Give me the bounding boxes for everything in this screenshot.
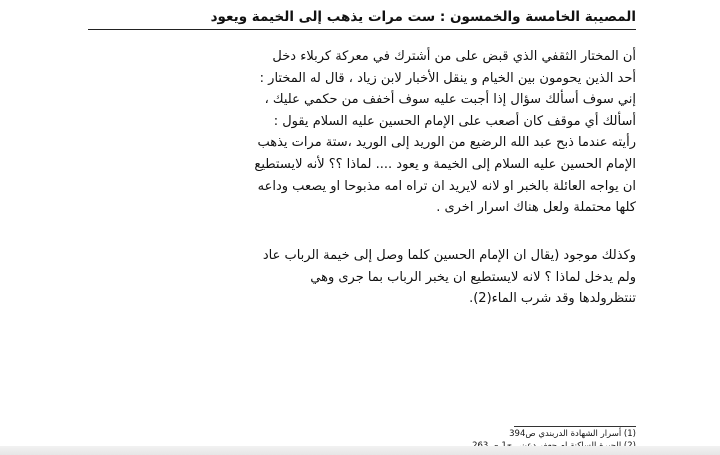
paragraph-1	[88, 46, 636, 219]
paragraph-2-line: تنتظرولدها وقد شرب الماء	[491, 291, 636, 307]
paragraph-2-line: وكذلك موجود (يقال ان الإمام الحسين كلما وصل إلى خيمة الرباب عاد	[262, 248, 636, 263]
footnote-divider	[514, 426, 636, 427]
paragraph-1-line: رأيته عندما ذبح عبد الله الرضيع من الوريد إلى الوريد ،ستة مرات يذهب	[257, 135, 636, 151]
paragraph-1-line: أسألك أي موقف كان أصعب على الإمام الحسين عليه السلام يقول :	[273, 113, 636, 129]
paragraph-1-line: ان يواجه العائلة بالخبر او لانه لايريد ان تراه امه مذبوحا او يصعب وداعه	[257, 178, 636, 194]
paragraph-2-line: ولم يدخل لماذا ؟ لانه لايستطيع ان يخبر الرباب بما جرى وهي	[310, 269, 636, 285]
paragraph-1-line: كلها محتملة ولعل هناك اسرار اخرى .	[436, 200, 636, 216]
paragraph-1-line: أحد الذين يحومون بين الخيام و ينقل الأخبار لابن زياد ، قال له المختار :	[259, 70, 636, 86]
paragraph-1-line: الإمام الحسين عليه السلام إلى الخيمة و يعود .... لماذا ؟؟ لأنه لايستطيع	[254, 156, 636, 172]
paragraph-1-line: أن المختار الثقفي الذي قبض على من أشترك في معركة كربلاء دخل	[272, 49, 636, 64]
paragraph-2	[88, 245, 636, 310]
paragraph-1-line: إني سوف أسألك سؤال إذا أجبت عليه سوف أخفف من حكمي عليك ،	[264, 92, 636, 108]
footnote-1: (1) أسرار الشهادة الدربندي ص394	[509, 429, 636, 439]
page-title: المصيبة الخامسة والخمسون : ست مرات يذهب إلى الخيمة ويعود	[88, 8, 636, 30]
footnote-reference: (2).	[469, 291, 492, 307]
paragraph-2-last-line	[88, 288, 636, 310]
document-body	[88, 8, 636, 448]
scan-edge	[0, 446, 720, 455]
